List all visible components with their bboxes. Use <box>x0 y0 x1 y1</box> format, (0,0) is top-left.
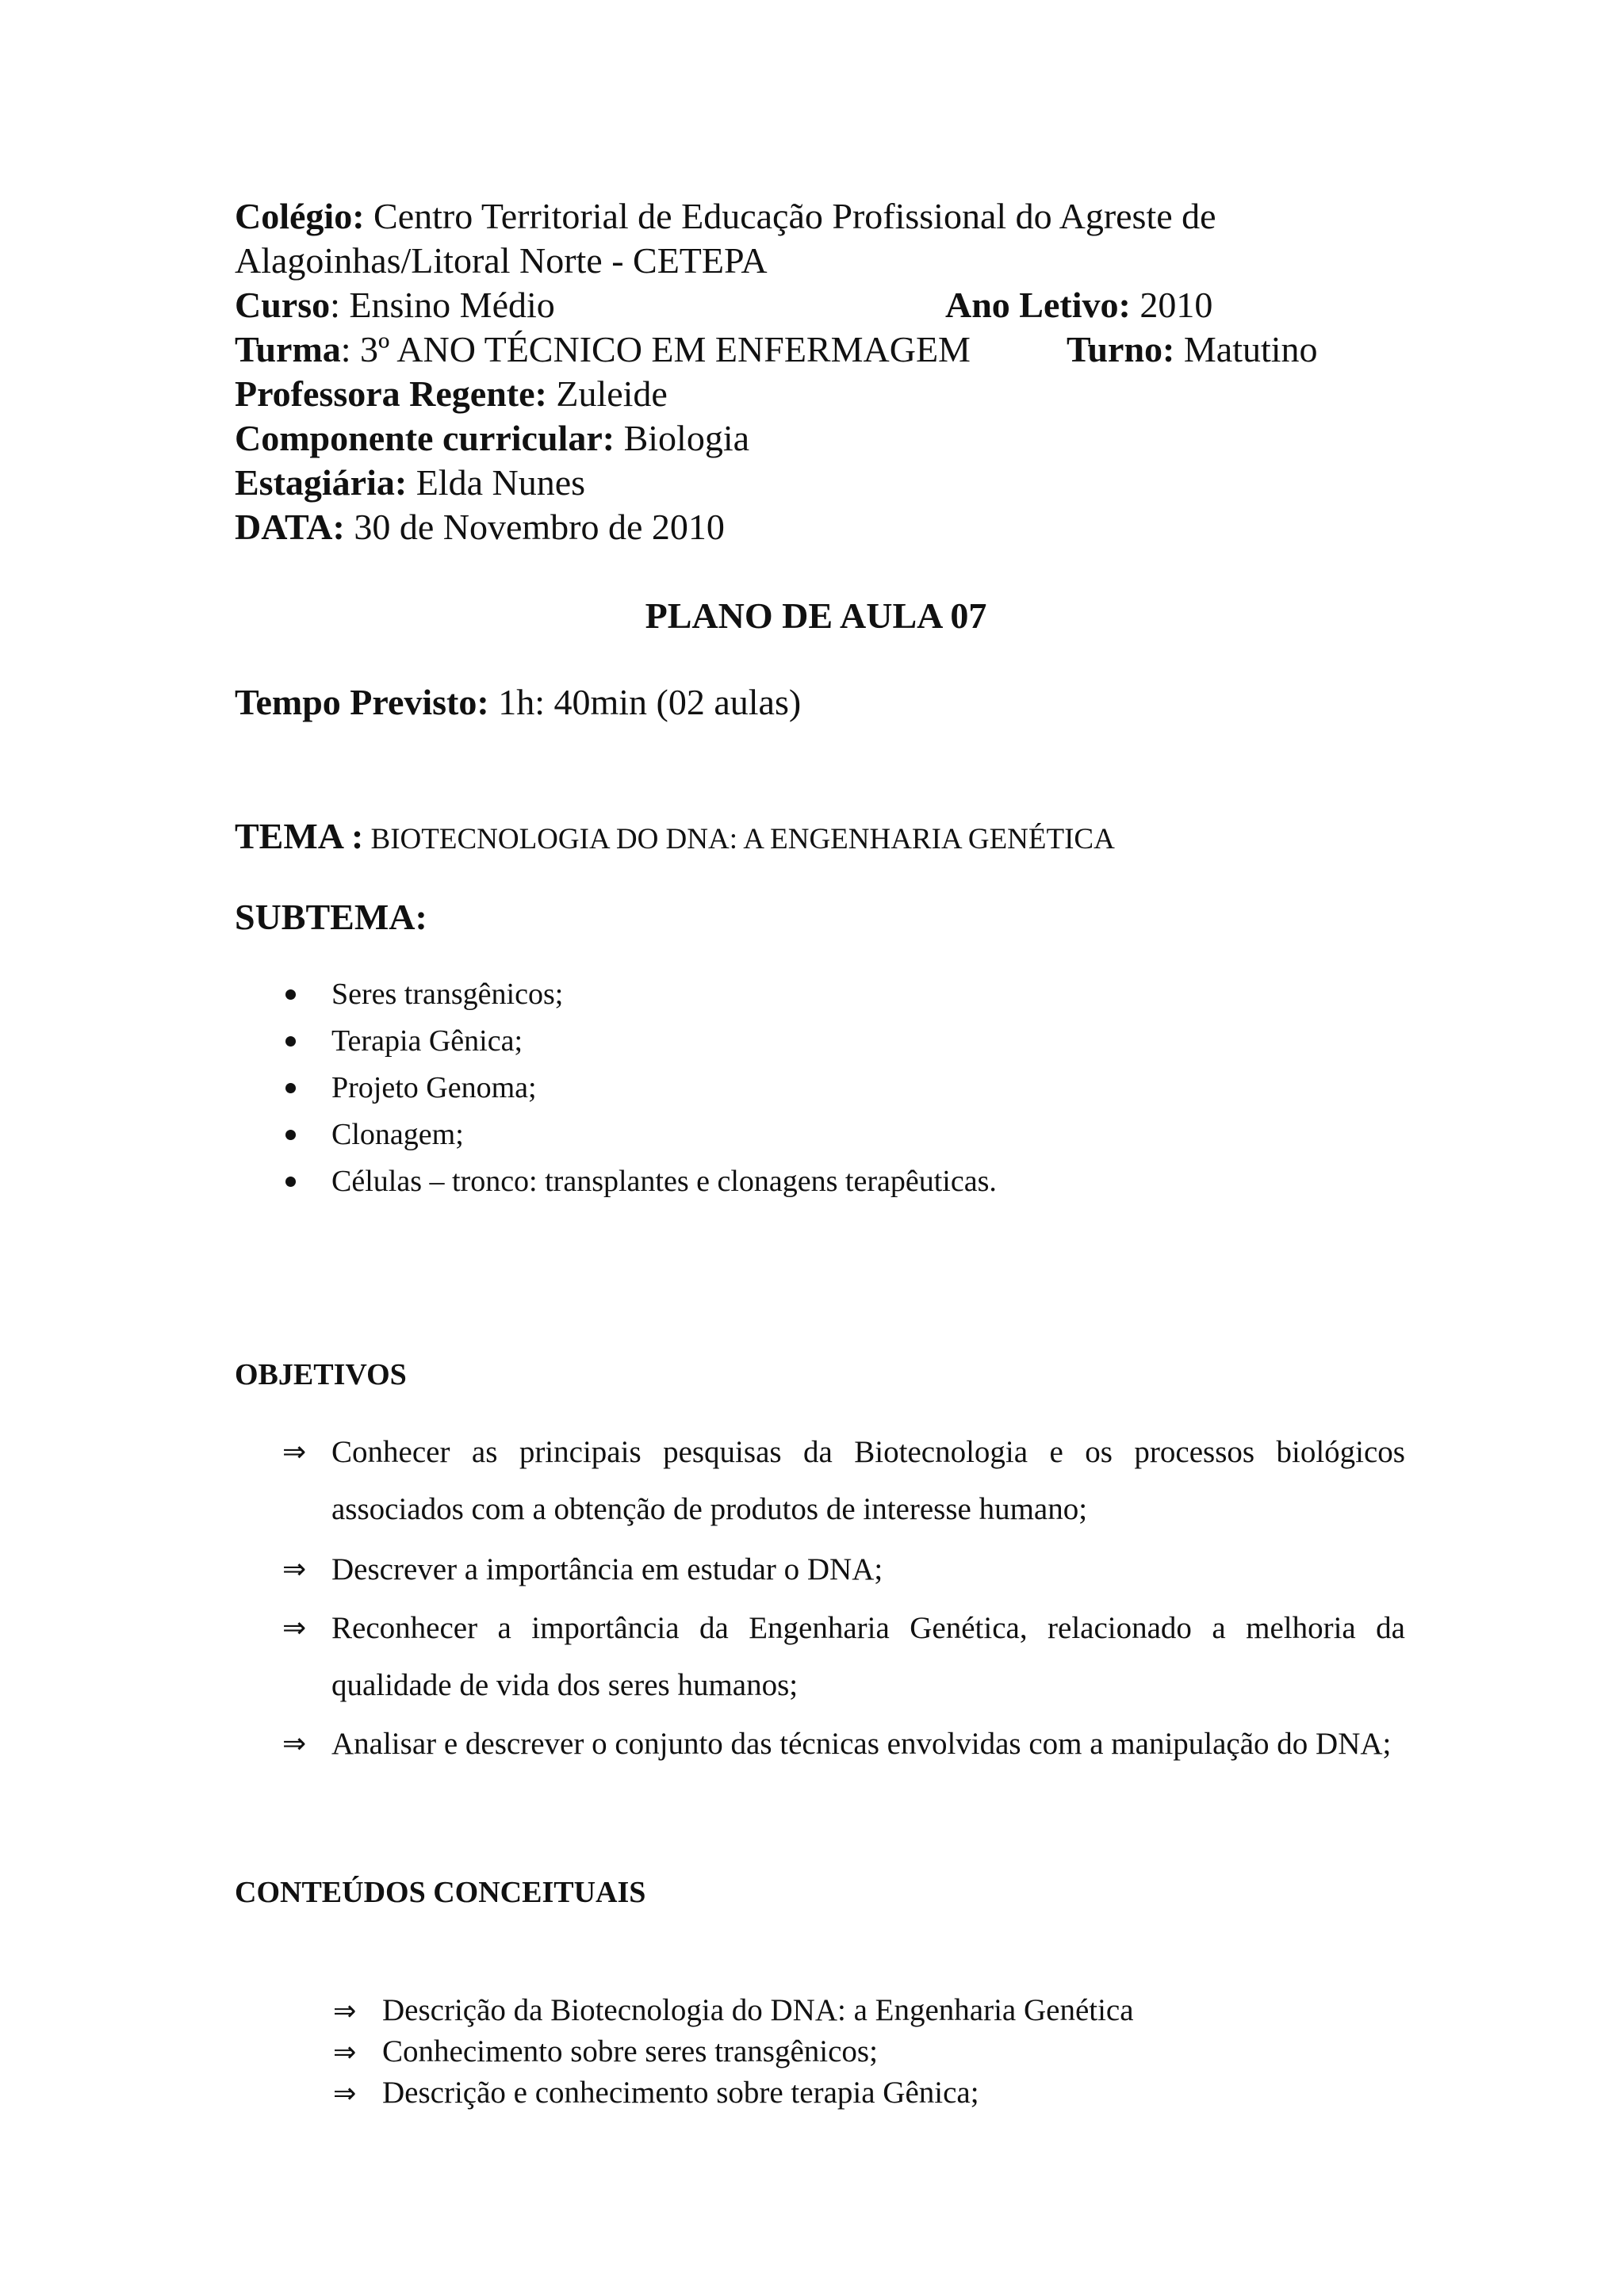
componente-line <box>235 416 749 461</box>
data-value: 30 de Novembro de 2010 <box>344 507 725 547</box>
estagiaria-value: Elda Nunes <box>407 462 586 503</box>
ano-letivo-value: 2010 <box>1130 285 1213 325</box>
subtema-item-text: Terapia Gênica; <box>331 1024 523 1058</box>
double-arrow-icon: ⇒ <box>282 1612 307 1644</box>
list-item <box>285 1158 997 1205</box>
turno <box>1067 327 1318 372</box>
estagiaria-line <box>235 461 585 505</box>
double-arrow-icon: ⇒ <box>282 1728 307 1760</box>
objetivo-item <box>282 1424 1405 1538</box>
objetivo-text: Reconhecer a importância da Engenharia Genética, relacionado a melhoria da qualidade de vida dos seres humanos; <box>331 1611 1405 1702</box>
tempo-value: 1h: 40min (02 aulas) <box>488 682 802 722</box>
turma-line <box>235 327 971 372</box>
colegio-label: Colégio: <box>235 196 365 236</box>
estagiaria-label: Estagiária: <box>235 462 408 503</box>
bullet-icon <box>285 989 296 1000</box>
subtema-item-text: Células – tronco: transplantes e clonagens terapêuticas. <box>331 1165 997 1198</box>
data-label: DATA: <box>235 507 345 547</box>
bullet-icon <box>285 1130 296 1140</box>
subtema-item-text: Clonagem; <box>331 1118 464 1151</box>
tempo-previsto-line <box>235 680 801 725</box>
objetivo-text: Conhecer as principais pesquisas da Biotecnologia e os processos biológicos associados com a obtenção de produtos de interesse humano; <box>331 1435 1405 1526</box>
double-arrow-icon: ⇒ <box>333 1996 357 2027</box>
curso-value: : Ensino Médio <box>330 285 555 325</box>
ano-letivo-label: Ano Letivo: <box>945 285 1131 325</box>
tema-line <box>235 814 1115 862</box>
double-arrow-icon: ⇒ <box>333 2037 357 2068</box>
objetivo-item <box>282 1716 1405 1773</box>
bullet-icon <box>285 1083 296 1093</box>
conteudo-text: Descrição da Biotecnologia do DNA: a Engenharia Genética <box>382 1993 1134 2027</box>
conteudo-item <box>333 2072 979 2114</box>
list-item <box>285 1112 997 1158</box>
data-line <box>235 505 725 549</box>
turma-value: : 3º ANO TÉCNICO EM ENFERMAGEM <box>340 329 971 369</box>
conteudos-heading: CONTEÚDOS CONCEITUAIS <box>235 1876 646 1909</box>
conteudo-text: Conhecimento sobre seres transgênicos; <box>382 2034 878 2068</box>
turno-label: Turno: <box>1067 329 1175 369</box>
tempo-label: Tempo Previsto: <box>235 682 489 722</box>
bullet-icon <box>285 1177 296 1187</box>
list-item <box>285 1065 997 1112</box>
professora-line <box>235 372 668 416</box>
subtema-item-text: Seres transgênicos; <box>331 978 564 1011</box>
subtema-item-text: Projeto Genoma; <box>331 1071 537 1104</box>
objetivos-heading: OBJETIVOS <box>235 1358 407 1391</box>
double-arrow-icon: ⇒ <box>282 1436 307 1468</box>
colegio-value-line1: Centro Territorial de Educação Profissional do Agreste de <box>364 196 1216 236</box>
turma-label: Turma <box>235 329 341 369</box>
objetivo-item <box>282 1541 1405 1598</box>
double-arrow-icon: ⇒ <box>282 1553 307 1586</box>
turno-value: Matutino <box>1174 329 1318 369</box>
subtema-label: SUBTEMA: <box>235 897 427 937</box>
curso-label: Curso <box>235 285 331 325</box>
double-arrow-icon: ⇒ <box>333 2078 357 2110</box>
subtema-list <box>285 971 997 1205</box>
tema-label: TEMA : <box>235 816 364 856</box>
tema-value: BIOTECNOLOGIA DO DNA: A ENGENHARIA GENÉTICA <box>363 823 1115 855</box>
curso-line <box>235 283 555 327</box>
componente-label: Componente curricular: <box>235 418 615 458</box>
bullet-icon <box>285 1036 296 1047</box>
professora-label: Professora Regente: <box>235 373 547 414</box>
colegio-line <box>235 194 1216 239</box>
componente-value: Biologia <box>615 418 750 458</box>
plan-title: PLANO DE AULA 07 <box>645 595 987 636</box>
list-item <box>285 1018 997 1065</box>
ano-letivo <box>945 283 1212 327</box>
conteudo-item <box>333 2031 878 2073</box>
conteudo-text: Descrição e conhecimento sobre terapia Gênica; <box>382 2076 979 2110</box>
conteudo-item <box>333 1990 1134 2032</box>
colegio-line-2 <box>235 239 768 283</box>
colegio-value-line2: Alagoinhas/Litoral Norte - CETEPA <box>235 240 768 281</box>
objetivo-item <box>282 1600 1405 1714</box>
objetivo-text: Descrever a importância em estudar o DNA; <box>331 1552 883 1586</box>
list-item <box>285 971 997 1018</box>
objetivo-text: Analisar e descrever o conjunto das técnicas envolvidas com a manipulação do DNA; <box>331 1727 1392 1761</box>
professora-value: Zuleide <box>546 373 668 414</box>
